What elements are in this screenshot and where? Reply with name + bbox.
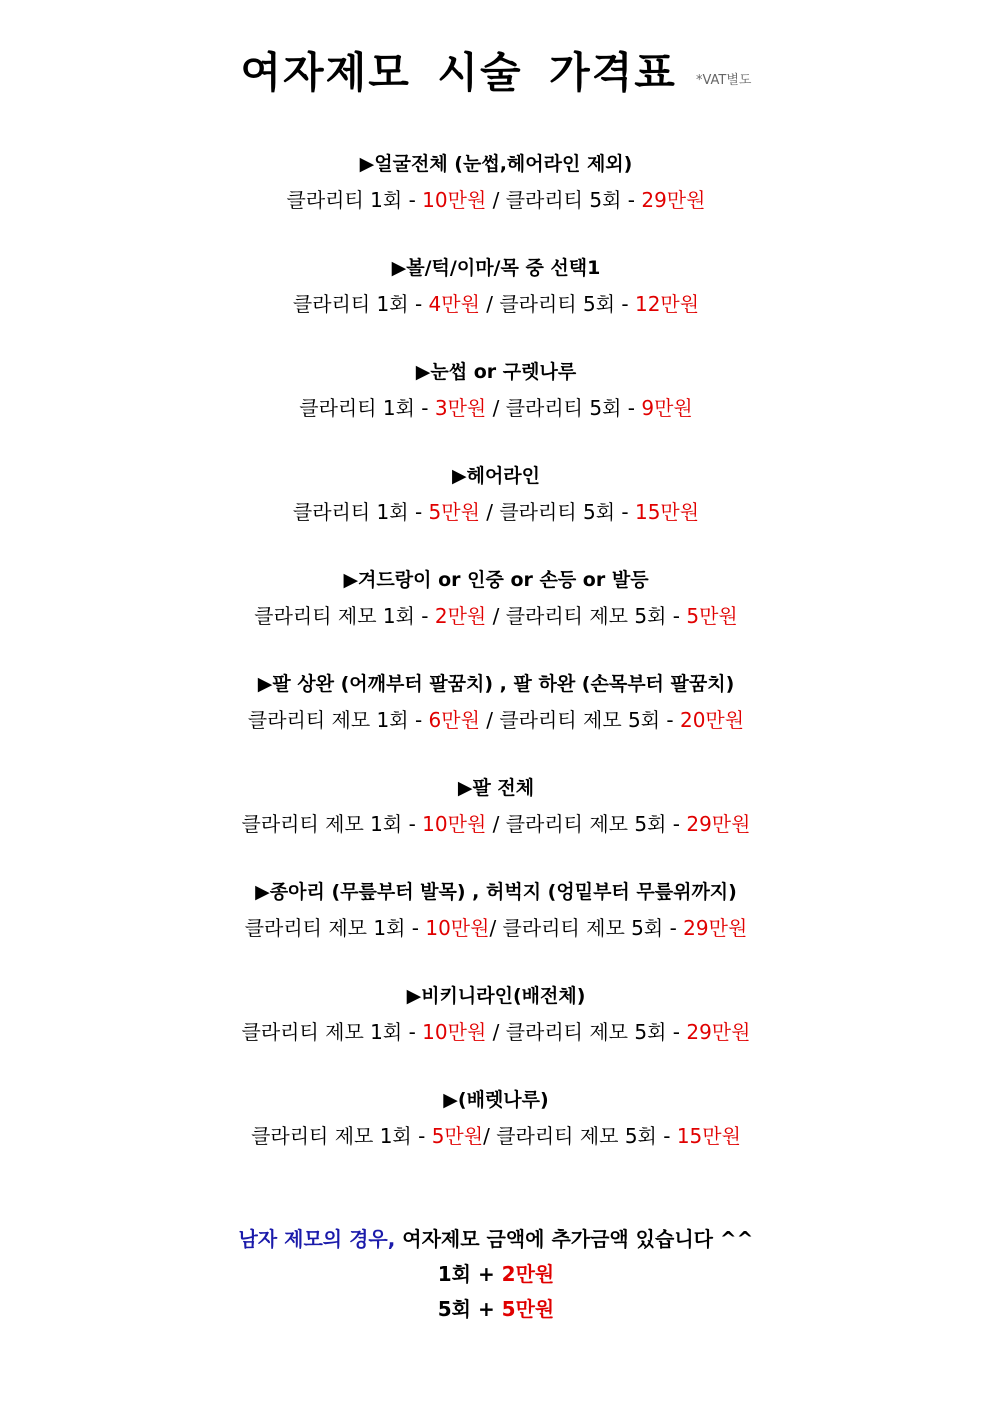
price-label-2: 클라리티 5회 - [499,292,635,316]
price-separator: / [479,708,500,732]
section-heading: ▶팔 전체 [457,777,535,799]
price-value-2: 5만원 [686,604,738,628]
price-label-2: 클라리티 제모 5회 - [499,708,680,732]
price-value-1: 5만원 [428,500,480,524]
price-separator: / [479,500,500,524]
price-label-2: 클라리티 제모 5회 - [505,604,687,628]
price-line [0,390,992,426]
price-line [0,1118,992,1154]
price-value-2: 9만원 [641,396,693,420]
price-label-2: 클라리티 5회 - [505,396,642,420]
price-value-1: 4만원 [428,292,480,316]
price-separator: / [486,812,506,836]
price-separator: / [486,1020,506,1044]
price-label-2: 클라리티 5회 - [505,188,642,212]
vat-note: *VAT별도 [695,72,752,88]
section-heading: ▶얼굴전체 (눈썹,헤어라인 제외) [359,153,633,175]
price-label-1: 클라리티 제모 1회 - [254,604,435,628]
price-line [0,910,992,946]
section-heading: ▶볼/턱/이마/목 중 선택1 [391,257,601,279]
price-separator: / [486,396,506,420]
price-label-2: 클라리티 제모 5회 - [496,1124,677,1148]
price-value-1: 3만원 [434,396,487,420]
price-value-1: 10만원 [422,812,487,836]
surcharge-price-2: 5만원 [501,1297,555,1321]
price-label-1: 클라리티 제모 1회 - [241,1020,423,1044]
notice-text: 여자제모 금액에 추가금액 있습니다 ^^ [395,1227,754,1251]
price-label-1: 클라리티 제모 1회 - [244,916,426,940]
price-label-1: 클라리티 제모 1회 - [251,1124,432,1148]
male-surcharge-notice [0,1222,992,1327]
price-line [0,286,992,322]
price-value-1: 2만원 [434,604,487,628]
price-separator: / [489,916,503,940]
price-line [0,806,992,842]
surcharge-line-2 [0,1292,992,1327]
price-value-2: 15만원 [634,500,700,524]
price-separator: / [483,1124,497,1148]
section-heading: ▶비키니라인(배전체) [406,985,586,1007]
price-section [0,562,992,666]
price-value-1: 10만원 [422,188,487,212]
price-value-2: 12만원 [634,292,700,316]
price-section [0,978,992,1082]
price-line [0,1014,992,1050]
price-section [0,874,992,978]
price-value-2: 20만원 [679,708,745,732]
surcharge-label-2: 5회 + [437,1297,502,1321]
page-title: 여자제모 시술 가격표 [240,48,677,97]
price-label-1: 클라리티 1회 - [299,396,435,420]
price-line [0,598,992,634]
price-label-2: 클라리티 제모 5회 - [505,1020,687,1044]
price-label-1: 클라리티 1회 - [286,188,423,212]
price-value-2: 29만원 [641,188,706,212]
price-value-1: 5만원 [431,1124,484,1148]
price-separator: / [479,292,500,316]
price-label-1: 클라리티 1회 - [292,292,429,316]
surcharge-line-1 [0,1257,992,1292]
section-heading: ▶종아리 (무릎부터 발목) , 허벅지 (엉밑부터 무릎위까지) [255,881,737,903]
section-heading: ▶눈썹 or 구렛나루 [415,361,577,383]
section-heading: ▶팔 상완 (어깨부터 팔꿈치) , 팔 하완 (손목부터 팔꿈치) [257,673,735,695]
price-label-2: 클라리티 5회 - [499,500,635,524]
price-section [0,1082,992,1186]
price-section [0,250,992,354]
price-section [0,458,992,562]
price-section [0,770,992,874]
section-heading: ▶(배렛나루) [443,1089,549,1111]
price-value-1: 10만원 [422,1020,487,1044]
price-line [0,182,992,218]
surcharge-label-1: 1회 + [437,1262,502,1286]
section-heading: ▶헤어라인 [451,465,541,487]
price-label-2: 클라리티 제모 5회 - [502,916,684,940]
price-separator: / [486,188,506,212]
price-sections [0,146,992,1186]
price-label-1: 클라리티 제모 1회 - [247,708,429,732]
price-line [0,494,992,530]
price-value-2: 29만원 [686,1020,751,1044]
price-label-1: 클라리티 제모 1회 - [241,812,423,836]
price-value-1: 6만원 [428,708,480,732]
price-value-1: 10만원 [425,916,490,940]
price-value-2: 15만원 [676,1124,741,1148]
price-section [0,146,992,250]
price-label-1: 클라리티 1회 - [292,500,429,524]
price-label-2: 클라리티 제모 5회 - [505,812,687,836]
notice-line [0,1222,992,1257]
notice-highlight: 남자 제모의 경우, [238,1227,396,1251]
price-value-2: 29만원 [686,812,751,836]
price-section [0,666,992,770]
title-row [0,40,992,100]
price-line [0,702,992,738]
price-separator: / [486,604,506,628]
price-value-2: 29만원 [683,916,748,940]
section-heading: ▶겨드랑이 or 인중 or 손등 or 발등 [343,569,649,591]
price-section [0,354,992,458]
surcharge-price-1: 2만원 [501,1262,555,1286]
